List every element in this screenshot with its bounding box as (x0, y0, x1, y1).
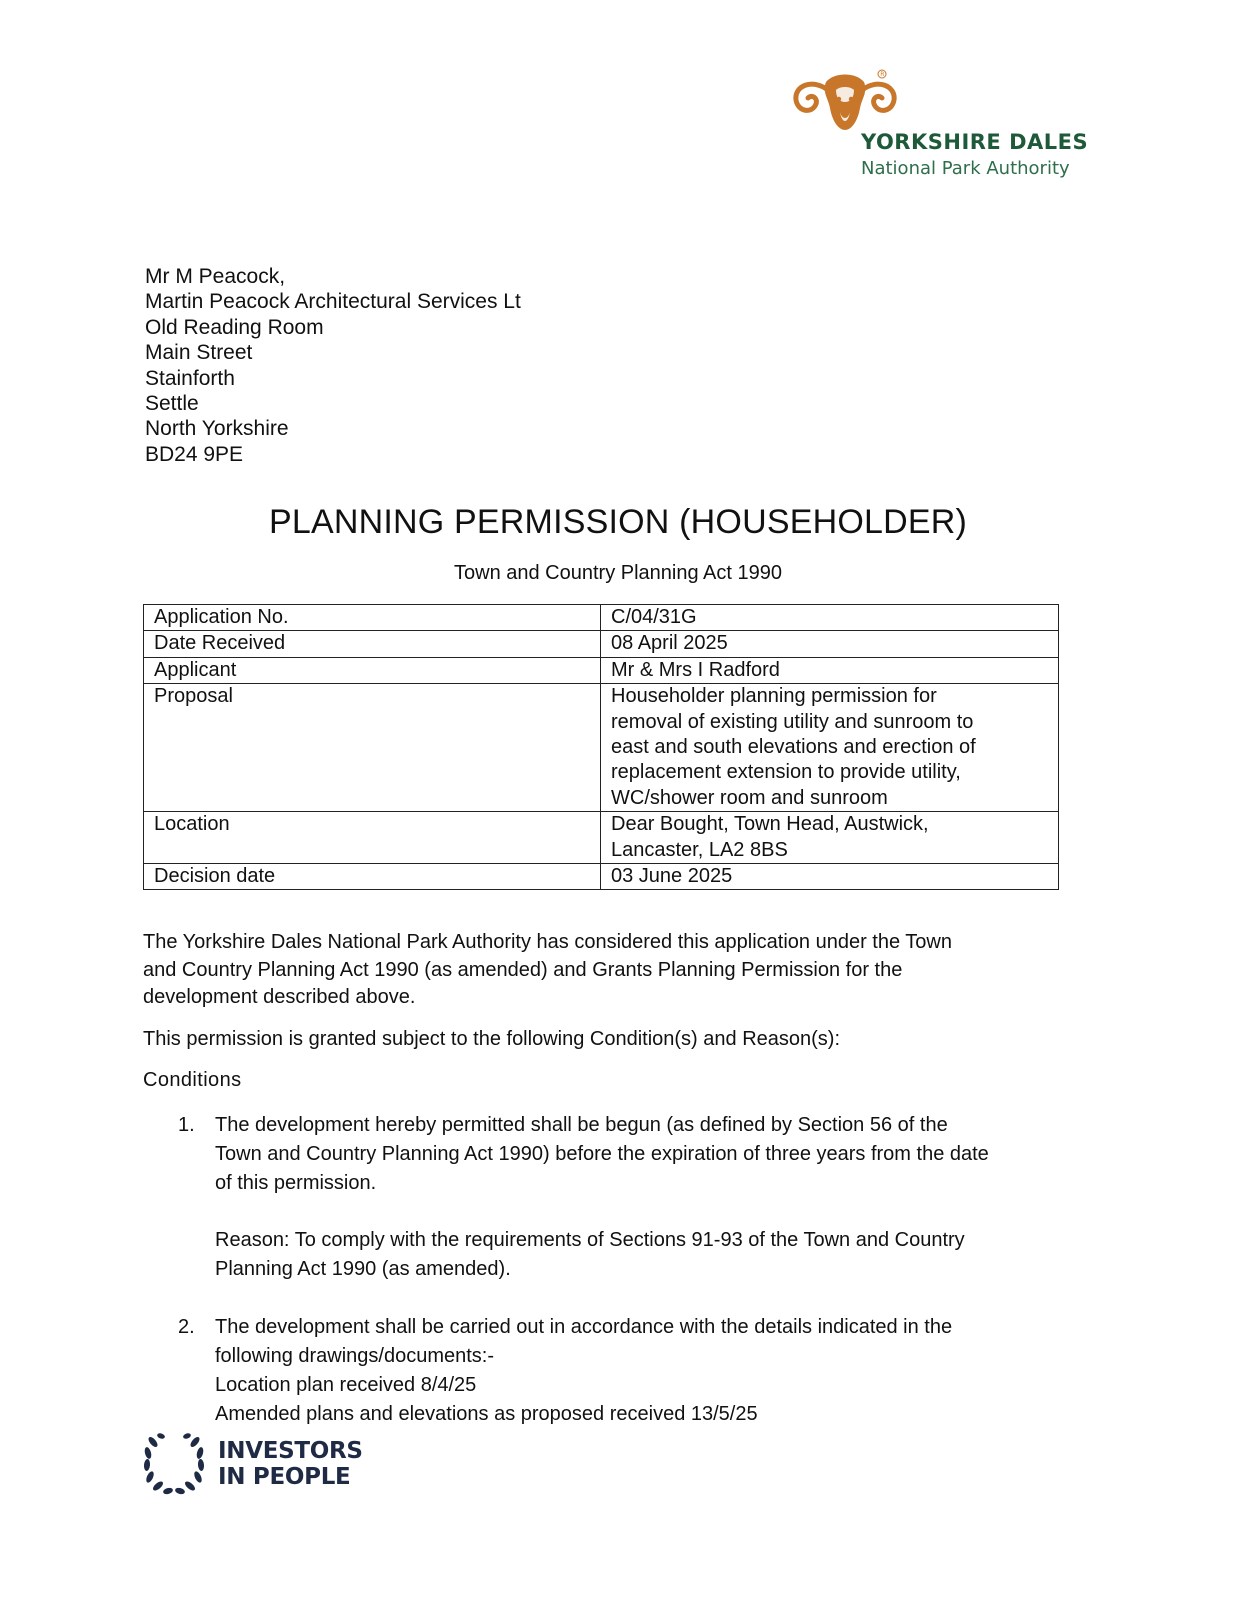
row-value (601, 684, 1059, 812)
paragraph-line: and Country Planning Act 1990 (as amended) and Grants Planning Permission for the (143, 958, 903, 981)
document-title: PLANNING PERMISSION (HOUSEHOLDER) (268, 503, 968, 541)
row-value: C/04/31G (601, 605, 1059, 631)
location-line: Dear Bought, Town Head, Austwick, (611, 813, 929, 836)
table-row (144, 684, 1059, 812)
document-subtitle: Town and Country Planning Act 1990 (454, 562, 782, 584)
svg-text:R: R (880, 71, 885, 79)
recipient-address (145, 264, 521, 467)
row-label: Application No. (144, 605, 601, 631)
row-label: Proposal (144, 684, 601, 812)
condition-text (215, 1111, 1075, 1198)
address-line: Mr M Peacock, (145, 265, 286, 288)
row-label: Decision date (144, 864, 601, 890)
iip-line: IN PEOPLE (218, 1464, 351, 1490)
condition-number: 2. (178, 1316, 195, 1338)
proposal-line: removal of existing utility and sunroom to (611, 710, 974, 733)
row-value: 08 April 2025 (601, 631, 1059, 657)
iip-wordmark (218, 1438, 363, 1490)
condition-line: The development hereby permitted shall be begun (as defined by Section 56 of the (215, 1114, 948, 1136)
condition-line: Amended plans and elevations as proposed received 13/5/25 (215, 1403, 758, 1425)
address-line: Stainforth (145, 366, 235, 390)
row-value: Mr & Mrs I Radford (601, 657, 1059, 683)
row-label: Applicant (144, 657, 601, 683)
condition-line: Town and Country Planning Act 1990) before the expiration of three years from the date (215, 1143, 989, 1165)
condition-number: 1. (178, 1114, 195, 1136)
condition-line: following drawings/documents:- (215, 1345, 495, 1367)
reason-line: Reason: To comply with the requirements of Sections 91-93 of the Town and Country (215, 1229, 965, 1251)
table-row (144, 631, 1059, 657)
proposal-line: replacement extension to provide utility, (611, 761, 961, 784)
condition-reason (215, 1226, 1075, 1284)
ydnpa-logo (790, 68, 1090, 188)
proposal-line: Householder planning permission for (611, 685, 937, 708)
laurel-wreath-icon (143, 1432, 205, 1496)
condition-line: The development shall be carried out in accordance with the details indicated in the (215, 1316, 953, 1338)
condition-line: Location plan received 8/4/25 (215, 1374, 477, 1396)
application-details-table (143, 604, 1059, 890)
row-label: Location (144, 812, 601, 864)
address-line: Martin Peacock Architectural Services Lt (145, 290, 521, 314)
table-row (144, 812, 1059, 864)
conditions-heading: Conditions (143, 1069, 242, 1091)
table-row (144, 605, 1059, 631)
proposal-line: east and south elevations and erection of (611, 736, 976, 759)
condition-text (215, 1313, 1075, 1429)
row-value (601, 812, 1059, 864)
ram-head-icon (790, 68, 900, 138)
paragraph-line: The Yorkshire Dales National Park Authority has considered this application under the Town (143, 931, 952, 953)
address-line: Settle (145, 392, 199, 416)
reason-line: Planning Act 1990 (as amended). (215, 1258, 511, 1280)
decision-paragraph (143, 929, 1073, 1012)
condition-line: of this permission. (215, 1172, 377, 1194)
proposal-line: WC/shower room and sunroom (611, 786, 888, 809)
paragraph-line: development described above. (143, 986, 416, 1008)
logo-title: YORKSHIRE DALES (861, 130, 1089, 154)
address-line: Old Reading Room (145, 315, 324, 339)
conditions-intro: This permission is granted subject to the following Condition(s) and Reason(s): (143, 1028, 841, 1050)
row-value: 03 June 2025 (601, 864, 1059, 890)
table-row (144, 864, 1059, 890)
investors-in-people-logo (143, 1432, 373, 1502)
address-line: BD24 9PE (145, 442, 244, 466)
address-line: Main Street (145, 341, 253, 365)
row-label: Date Received (144, 631, 601, 657)
address-line: North Yorkshire (145, 417, 289, 441)
table-row (144, 657, 1059, 683)
iip-line: INVESTORS (218, 1438, 363, 1464)
location-line: Lancaster, LA2 8BS (611, 838, 788, 861)
logo-subtitle: National Park Authority (861, 158, 1070, 179)
